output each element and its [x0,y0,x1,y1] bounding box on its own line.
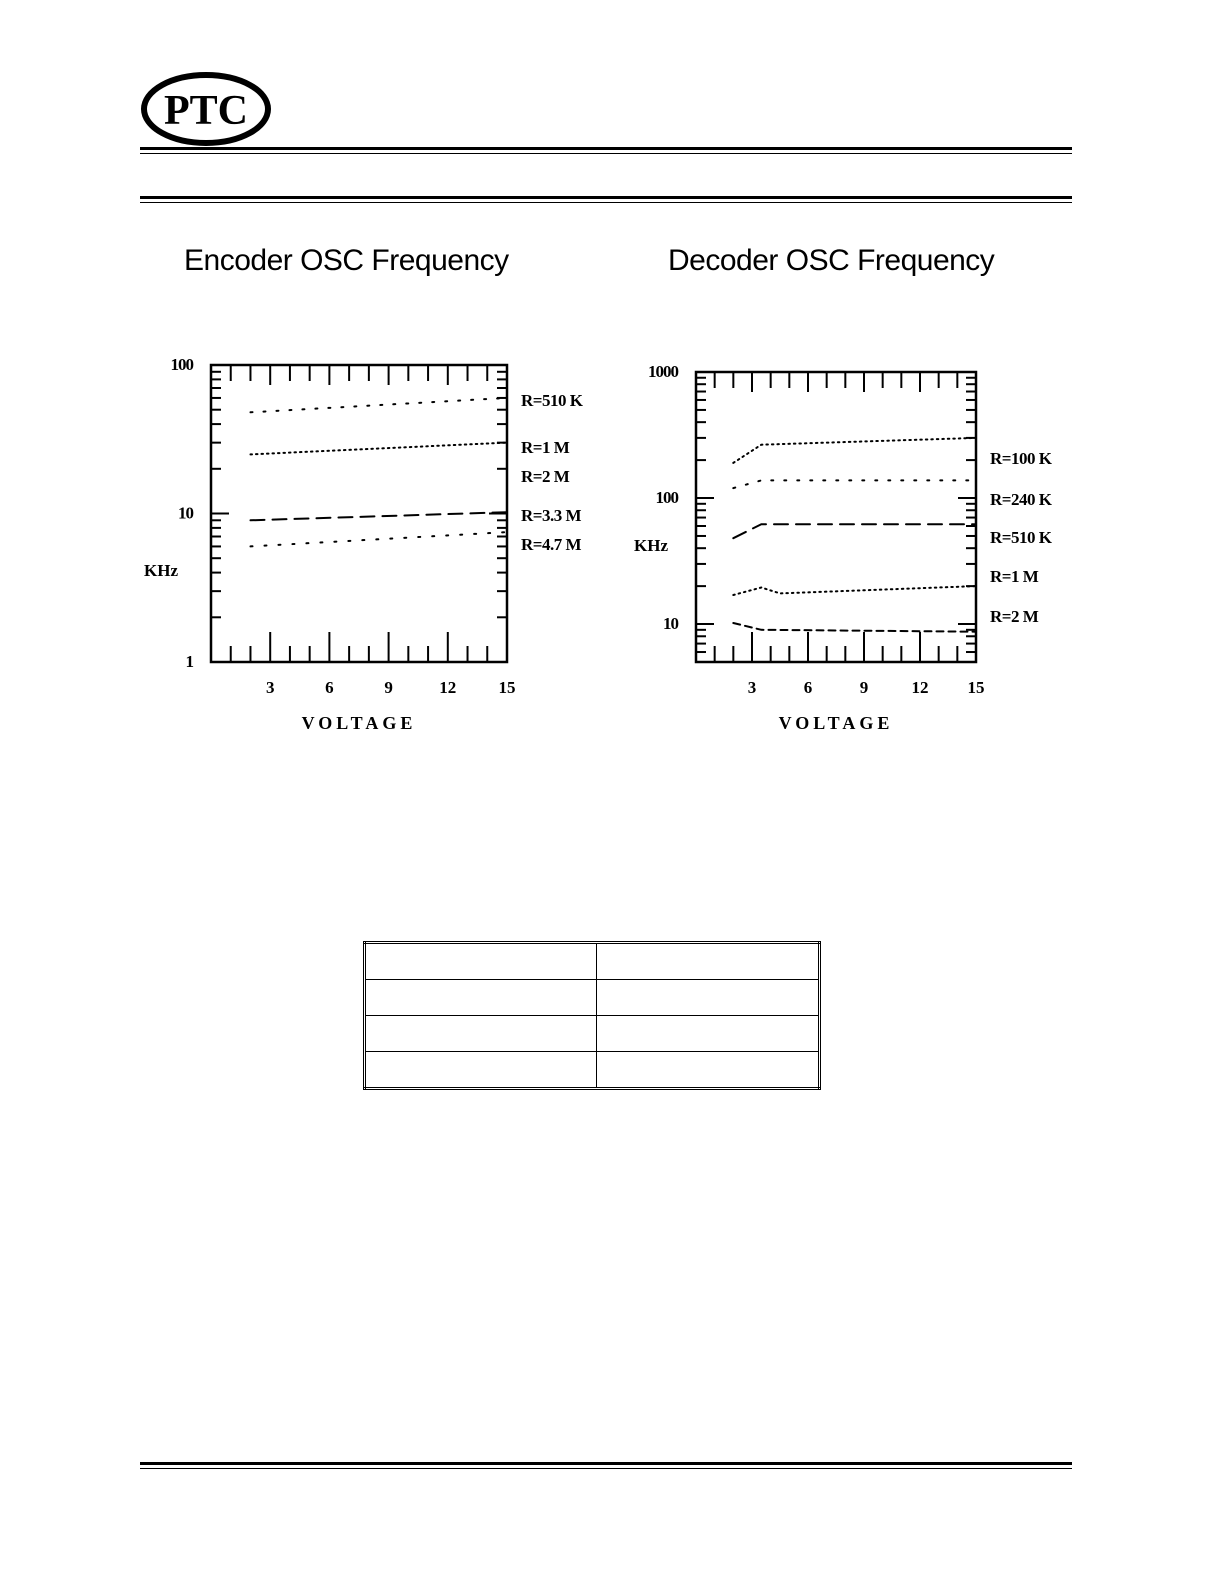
x-tick-label: 12 [911,678,929,697]
x-tick-label: 15 [967,678,985,697]
series-line [251,398,508,412]
y-tick-label: 100 [170,355,193,374]
x-tick-label: 3 [265,678,275,697]
table-cell [365,943,597,980]
decoder-chart-title: Decoder OSC Frequency [668,244,995,277]
x-tick-label: 15 [498,678,516,697]
series-line [251,532,508,546]
series-label: R=100 K [990,449,1052,468]
y-tick-label: 10 [178,503,193,523]
y-axis-label: KHz [634,536,668,555]
encoder-frequency-chart [130,350,610,750]
series-line [733,524,976,538]
y-axis-label: KHz [144,561,178,580]
table-row [365,1016,820,1052]
series-label: R=1 M [521,438,570,457]
x-tick-label: 9 [384,678,393,697]
company-logo [140,72,274,146]
y-tick-label: 1000 [648,362,678,381]
table-cell [365,1052,597,1089]
y-tick-label: 100 [655,488,678,508]
footer-rule-thin [140,1468,1072,1469]
y-tick-label: 10 [663,614,678,634]
table-cell [365,1016,597,1052]
table-cell [597,1052,820,1089]
series-label: R=3.3 M [521,506,582,525]
table-cell [365,980,597,1016]
x-tick-label: 6 [325,678,334,697]
series-line [733,438,976,463]
encoder-chart-title: Encoder OSC Frequency [184,244,509,277]
series-line [251,443,508,455]
section-rule-thin [140,202,1072,203]
series-line [733,623,976,632]
plot-frame [696,372,976,662]
x-tick-label: 9 [859,678,869,697]
decoder-frequency-chart [620,350,1080,750]
series-label: R=2 M [990,607,1039,626]
series-label: R=2 M [521,467,570,486]
series-label: R=4.7 M [521,535,582,554]
y-tick-label: 1 [185,652,193,671]
table-row [365,943,820,980]
series-label: R=1 M [990,567,1039,586]
series-line [733,586,976,595]
footer-rule-thick [140,1462,1072,1465]
series-line [733,480,976,488]
x-tick-label: 12 [439,678,457,697]
x-axis-label: VOLTAGE [301,713,417,733]
series-label: R=240 K [990,490,1052,509]
header-rule-thick [140,147,1072,150]
x-axis-label: VOLTAGE [778,713,894,733]
series-label: R=510 K [521,391,583,410]
x-tick-label: 6 [803,678,813,697]
section-rule-thick [140,196,1072,199]
table-row [365,980,820,1016]
series-line [251,512,508,520]
logo-text: PTC [164,88,248,134]
header-rule-thin [140,153,1072,154]
logo-graphic [140,72,274,146]
table-cell [597,1016,820,1052]
series-label: R=510 K [990,528,1052,547]
x-tick-label: 3 [747,678,757,697]
table-cell [597,943,820,980]
table-cell [597,980,820,1016]
data-table [363,941,821,1090]
table-row [365,1052,820,1089]
